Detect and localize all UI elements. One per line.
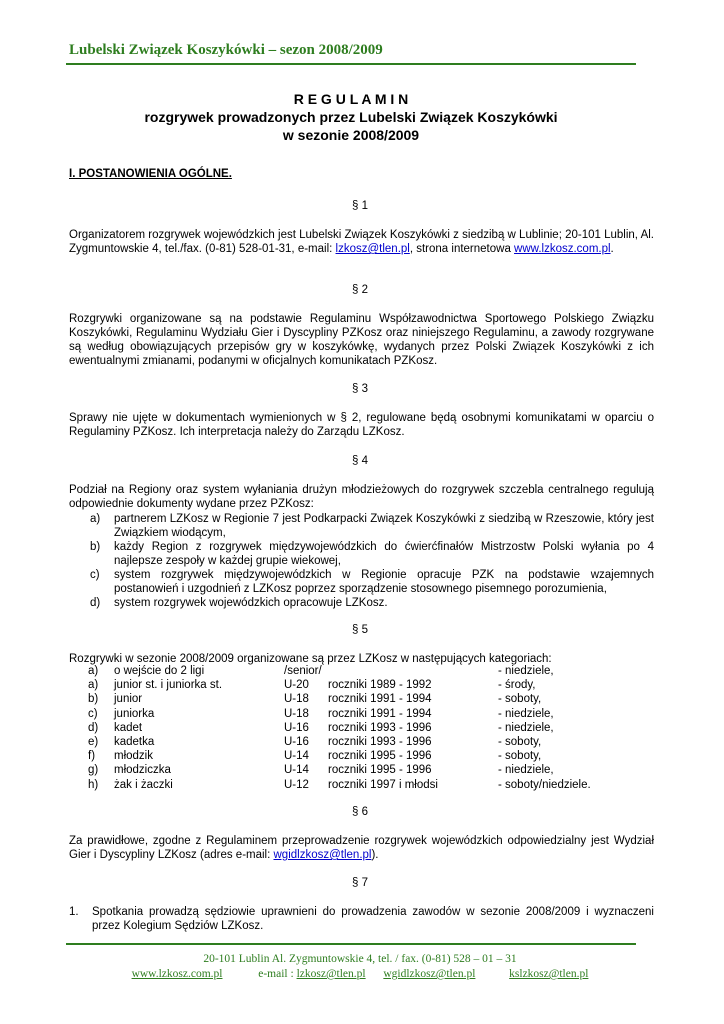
category-letter: d) [88, 721, 99, 734]
table-row [88, 707, 591, 721]
category-days: - niedziele, [498, 764, 554, 777]
category-name: kadetka [114, 736, 155, 749]
page-header-title: Lubelski Związek Koszykówki – sezon 2008/2009 [69, 42, 383, 58]
category-name: żak i żaczki [114, 778, 173, 791]
paragraph-6-text-a: Za prawidłowe, zgodne z Regulaminem przeprowadzenie rozgrywek wojewódzkich odpowiedzialny jest Wydział Gier i Dyscypliny LZKosz (adres e-mail: [69, 835, 654, 861]
table-row [88, 778, 591, 792]
category-days: - środy, [498, 679, 536, 692]
document-subtitle: rozgrywek prowadzonych przez Lubelski Związek Koszykówki [144, 109, 558, 125]
category-letter: a) [88, 679, 99, 692]
paragraph-1-text-b: , strona internetowa [409, 243, 515, 255]
list-item: system rozgrywek międzywojewódzkich w Regionie opracuje PZK na podstawie wzajemnych postanowień i uzgodnień z LZKosz poprzez sporządzenie stosownego pisemnego porozumienia, [114, 569, 654, 595]
category-letter: a) [88, 665, 99, 678]
paragraph-4-intro: Podział na Regiony oraz system wyłaniania drużyn młodzieżowych do rozgrywek szczebla centralnego regulują odpowiednie dokumenty wydane przez PZKosz: [69, 484, 654, 510]
footer-website-link[interactable]: www.lzkosz.com.pl [131, 968, 223, 980]
category-name: kadet [114, 721, 143, 734]
document-title: R E G U L A M I N [293, 91, 409, 107]
category-letter: b) [88, 693, 99, 706]
category-years [328, 664, 498, 678]
category-years: roczniki 1989 - 1992 [328, 679, 432, 692]
list-letter: b) [90, 541, 101, 553]
footer-email-link[interactable]: kslzkosz@tlen.pl [509, 968, 589, 980]
category-age: U-16 [284, 721, 309, 734]
footer-divider [66, 943, 636, 945]
category-age: U-16 [284, 736, 309, 749]
category-years: roczniki 1997 i młodsi [328, 778, 438, 791]
header-divider [66, 63, 636, 65]
footer-email-link[interactable]: lzkosz@tlen.pl [296, 968, 366, 980]
category-age: U-18 [284, 693, 309, 706]
paragraph-mark-5: § 5 [352, 624, 368, 636]
category-age: U-14 [284, 764, 309, 777]
category-age: U-12 [284, 778, 309, 791]
email-link[interactable]: lzkosz@tlen.pl [335, 243, 410, 255]
list-number: 1. [69, 906, 79, 918]
email-link[interactable]: wgidlzkosz@tlen.pl [273, 849, 372, 861]
list-item: Spotkania prowadzą sędziowie uprawnieni do prowadzenia zawodów w sezonie 2008/2009 i wyznaczeni przez Kolegium Sędziów LZKosz. [92, 906, 654, 932]
table-row [88, 721, 591, 735]
footer-contacts [66, 968, 654, 980]
paragraph-mark-3: § 3 [352, 383, 368, 395]
website-link[interactable]: www.lzkosz.com.pl [514, 243, 611, 255]
paragraph-mark-4: § 4 [352, 455, 368, 467]
category-years: roczniki 1995 - 1996 [328, 764, 432, 777]
list-letter: d) [90, 597, 101, 609]
category-letter: c) [88, 707, 98, 720]
paragraph-2-text: Rozgrywki organizowane są na podstawie Regulaminu Współzawodnictwa Sportowego Polskiego Związku Koszykówki, Regulaminu Wydziału Gier i Dyscypliny PZKosz oraz niniejszego Regulaminu, a zawody rozgrywane są według obowiązujących przepisów gry w koszykówkę, wydanych przez Polski Związek Koszykówki z ich ewentualnymi zmianami, podanymi w oficjalnych komunikatach PZKosz. [69, 313, 654, 367]
list-item: każdy Region z rozgrywek międzywojewódzkich do ćwierćfinałów Mistrzostw Polski wyłania po 4 najlepsze zespoły w każdej grupie wiekowej, [114, 541, 654, 567]
paragraph-mark-7: § 7 [352, 877, 368, 889]
category-years: roczniki 1991 - 1994 [328, 707, 432, 720]
footer-email-label: e-mail : [258, 968, 294, 980]
paragraph-mark-6: § 6 [352, 806, 368, 818]
list-letter: a) [90, 513, 101, 525]
paragraph-1-text [69, 228, 654, 256]
paragraph-6-text-b: ). [371, 849, 379, 861]
category-name: junior st. i juniorka st. [114, 679, 223, 692]
table-row [88, 749, 591, 763]
paragraph-mark-2: § 2 [352, 284, 368, 296]
category-years: roczniki 1995 - 1996 [328, 750, 432, 763]
category-letter: g) [88, 764, 99, 777]
footer-address: 20-101 Lublin Al. Zygmuntowskie 4, tel. / fax. (0-81) 528 – 01 – 31 [203, 953, 517, 965]
category-name: juniorka [114, 707, 155, 720]
category-days: - soboty/niedziele. [498, 778, 591, 791]
category-letter: e) [88, 736, 99, 749]
category-days: - niedziele, [498, 665, 554, 678]
category-age: /senior/ [284, 665, 322, 678]
category-name: młodziczka [114, 764, 171, 777]
paragraph-3-text: Sprawy nie ujęte w dokumentach wymienionych w § 2, regulowane będą osobnymi komunikatami w oparciu o Regulaminy PZKosz. Ich interpretacja należy do Zarządu LZKosz. [69, 412, 654, 438]
list-item: system rozgrywek wojewódzkich opracowuje LZKosz. [114, 597, 388, 609]
paragraph-5-intro: Rozgrywki w sezonie 2008/2009 organizowane są przez LZKosz w następujących kategoriach: [69, 653, 552, 665]
category-days: - soboty, [498, 750, 542, 763]
category-days: - niedziele, [498, 707, 554, 720]
category-years: roczniki 1991 - 1994 [328, 693, 432, 706]
list-letter: c) [90, 569, 100, 581]
category-days: - soboty, [498, 693, 542, 706]
category-age: U-20 [284, 679, 309, 692]
table-row [88, 763, 591, 777]
category-years: roczniki 1993 - 1996 [328, 736, 432, 749]
category-name: o wejście do 2 ligi [114, 665, 205, 678]
paragraph-1-text-a: Organizatorem rozgrywek wojewódzkich jest Lubelski Związek Koszykówki z siedzibą w Lublinie; 20-101 Lublin, Al. Zygmuntowskie 4, tel./fax. (0-81) 528-01-31, e-mail: [69, 229, 654, 255]
paragraph-6-text [69, 834, 654, 862]
category-age: U-18 [284, 707, 309, 720]
list-item: partnerem LZKosz w Regionie 7 jest Podkarpacki Związek Koszykówki z siedzibą w Rzeszowie, który jest Związkiem wiodącym, [114, 513, 654, 539]
table-row [88, 678, 591, 692]
category-letter: f) [88, 750, 96, 763]
category-age: U-14 [284, 750, 309, 763]
table-row [88, 735, 591, 749]
section-heading: I. POSTANOWIENIA OGÓLNE. [69, 168, 232, 180]
paragraph-mark-1: § 1 [352, 200, 368, 212]
category-name: młodzik [114, 750, 153, 763]
category-days: - niedziele, [498, 721, 554, 734]
footer-email-link[interactable]: wgidlzkosz@tlen.pl [383, 968, 476, 980]
table-row [88, 664, 591, 678]
category-table [88, 664, 591, 792]
category-letter: h) [88, 778, 99, 791]
document-season: w sezonie 2008/2009 [282, 127, 420, 143]
table-row [88, 692, 591, 706]
category-years: roczniki 1993 - 1996 [328, 721, 432, 734]
category-days: - soboty, [498, 736, 542, 749]
paragraph-1-text-c: . [610, 243, 614, 255]
category-name: junior [114, 693, 143, 706]
